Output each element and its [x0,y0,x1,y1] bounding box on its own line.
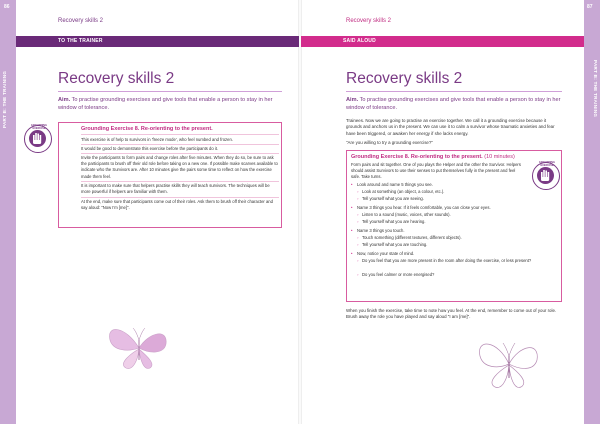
aim-label-right: Aim. [346,97,359,103]
butterfly-illustration-right [474,334,544,394]
running-header-right: Recovery skills 2 [346,18,392,24]
aim-text-left: To practise grounding exercises and give tools that enable a person to stay in her window of tolerance. [58,97,273,111]
sub-list-item-text: Do you feel calmer or more energised? [362,272,435,277]
sub-list-item-text: Listen to a sound (music, voices, other sounds). [362,212,451,217]
sub-list-item-text: Tell yourself what you are seeing. [362,196,424,201]
exercise-duration: (10 minutes) [482,154,515,160]
sub-list-item-text: Touch something (different textures, different objects). [362,235,462,240]
sub-list-item: ◦ Touch something (different textures, different objects). [357,235,462,240]
edge-label-left: PART B: THE TRAINING [2,70,7,128]
sub-list-item: ◦ Tell yourself what you are seeing. [357,196,424,201]
sub-list-item: ◦ Do you feel calmer or more energised? [357,272,435,277]
sub-list-item-text: Tell yourself what you are touching. [362,242,428,247]
willing-question: "Are you willing to try a grounding exercise?" [346,140,433,145]
list-item: • Name 3 things you hear. If it feels comfortable, you can close your eyes. [351,205,491,210]
badge-circle [537,167,554,184]
page-number-left: 86 [4,4,10,10]
box-divider [81,181,279,182]
badge-text-right: GROUNDING EXERCISE [538,161,556,167]
band-label-left: TO THE TRAINER [58,38,103,44]
exercise-box-right [346,150,562,302]
list-item: • Look around and name 5 things you see. [351,182,433,187]
sub-list-item: ◦ Listen to a sound (music, voices, other sounds). [357,212,451,217]
sub-list-item-text: Do you feel that you are more present in the room after doing the exercise, or less present? [362,258,532,263]
running-header-left: Recovery skills 2 [58,18,104,24]
aim-right [346,96,566,112]
list-item-text: Now, notice your state of mind. [357,251,415,256]
list-item-text: Name 3 things you hear. If it feels comfortable, you can close your eyes. [357,205,491,210]
aim-left [58,96,278,112]
exercise-title-right [351,154,515,160]
section-band-left [16,36,299,47]
box-divider [81,153,279,154]
sub-list-item-text: Look at something (an object, a colour, etc.). [362,189,445,194]
closing-paragraph: When you finish the exercise, take time to note how you feel. At the end, remember to come out of your role. Brush away the role you have played and say aloud "I am [me]". [346,308,557,320]
book-gutter [298,0,302,424]
badge-circle [29,130,46,147]
left-paragraph-4: It is important to make sure that helpers practise skills they will teach survivors. The techniques will be more powerful if helpers are familiar with them. [81,183,270,195]
aim-label-left: Aim. [58,97,71,103]
exercise-instructions: Form pairs and sit together. One of you plays the Helper and the other the Survivor. Helpers should assist Survivors to use their senses to put themselves fully in the present and feel safe. Take turns. [351,162,521,180]
aim-text-right: To practise grounding exercises and give tools that enable a person to stay in her window of tolerance. [346,97,561,111]
grounding-exercise-badge-right [532,162,560,190]
sub-list-item: ◦ Tell yourself what you are touching. [357,242,428,247]
band-label-right: SAID ALOUD [343,38,376,44]
title-rule-left [58,91,282,92]
badge-text-left: GROUNDING EXERCISE [30,124,48,130]
sub-list-item: ◦ Look at something (an object, a colour, etc.). [357,189,445,194]
left-paragraph-1: This exercise is of help to survivors in 'freeze mode', who feel numbed and frozen. [81,137,233,142]
box-divider [81,197,279,198]
trainees-intro: Trainees. Now we are going to practise an exercise together. We call it a grounding exercise because it grounds and anchors us in the present. We can use it to calm a survivor whose traumatic anxieties and fear have been triggered, or awaken her energy if she lacks energy. [346,118,555,136]
section-band-right [301,36,584,47]
sub-list-item: ◦ Do you feel that you are more present in the room after doing the exercise, or less present? [357,258,532,263]
box-divider [81,144,279,145]
left-paragraph-5: At the end, make sure that participants come out of their roles. Ask them to brush off their character and say aloud: "Now I'm [me]". [81,199,273,211]
grounding-exercise-badge-left [24,125,52,153]
exercise-box-left [58,122,282,228]
list-item-text: Name 3 things you touch. [357,228,405,233]
title-rule-right [346,91,562,92]
left-edge-strip [0,0,16,424]
list-item: • Now, notice your state of mind. [351,251,415,256]
hand-icon [540,169,551,182]
exercise-title-right-main: Grounding Exercise 8. Re-orienting to the present. [351,154,483,160]
sub-list-item-text: Tell yourself what you are hearing. [362,219,426,224]
sub-list-item: ◦ Tell yourself what you are hearing. [357,219,426,224]
list-item: • Name 3 things you touch. [351,228,405,233]
page-title-right: Recovery skills 2 [346,70,463,87]
page-number-right: 87 [587,4,593,10]
left-paragraph-2: It would be good to demonstrate this exercise before the participants do it. [81,146,219,151]
hand-icon [32,132,43,145]
exercise-title-left: Grounding Exercise 8. Re-orienting to the present. [81,126,213,132]
butterfly-illustration-left [104,318,174,374]
left-paragraph-3: Invite the participants to form pairs and change roles after five minutes. When they do so, be sure to ask the participants to brush off their old role before taking on a new one. If possible make scarves available to indicate who the Survivors are. After 10 minutes give the pairs some time to reflect on how the exercise made them feel. [81,155,278,179]
page-title-left: Recovery skills 2 [58,70,175,87]
edge-label-right: PART B: THE TRAINING [593,60,598,118]
box-divider [81,134,279,135]
list-item-text: Look around and name 5 things you see. [357,182,433,187]
